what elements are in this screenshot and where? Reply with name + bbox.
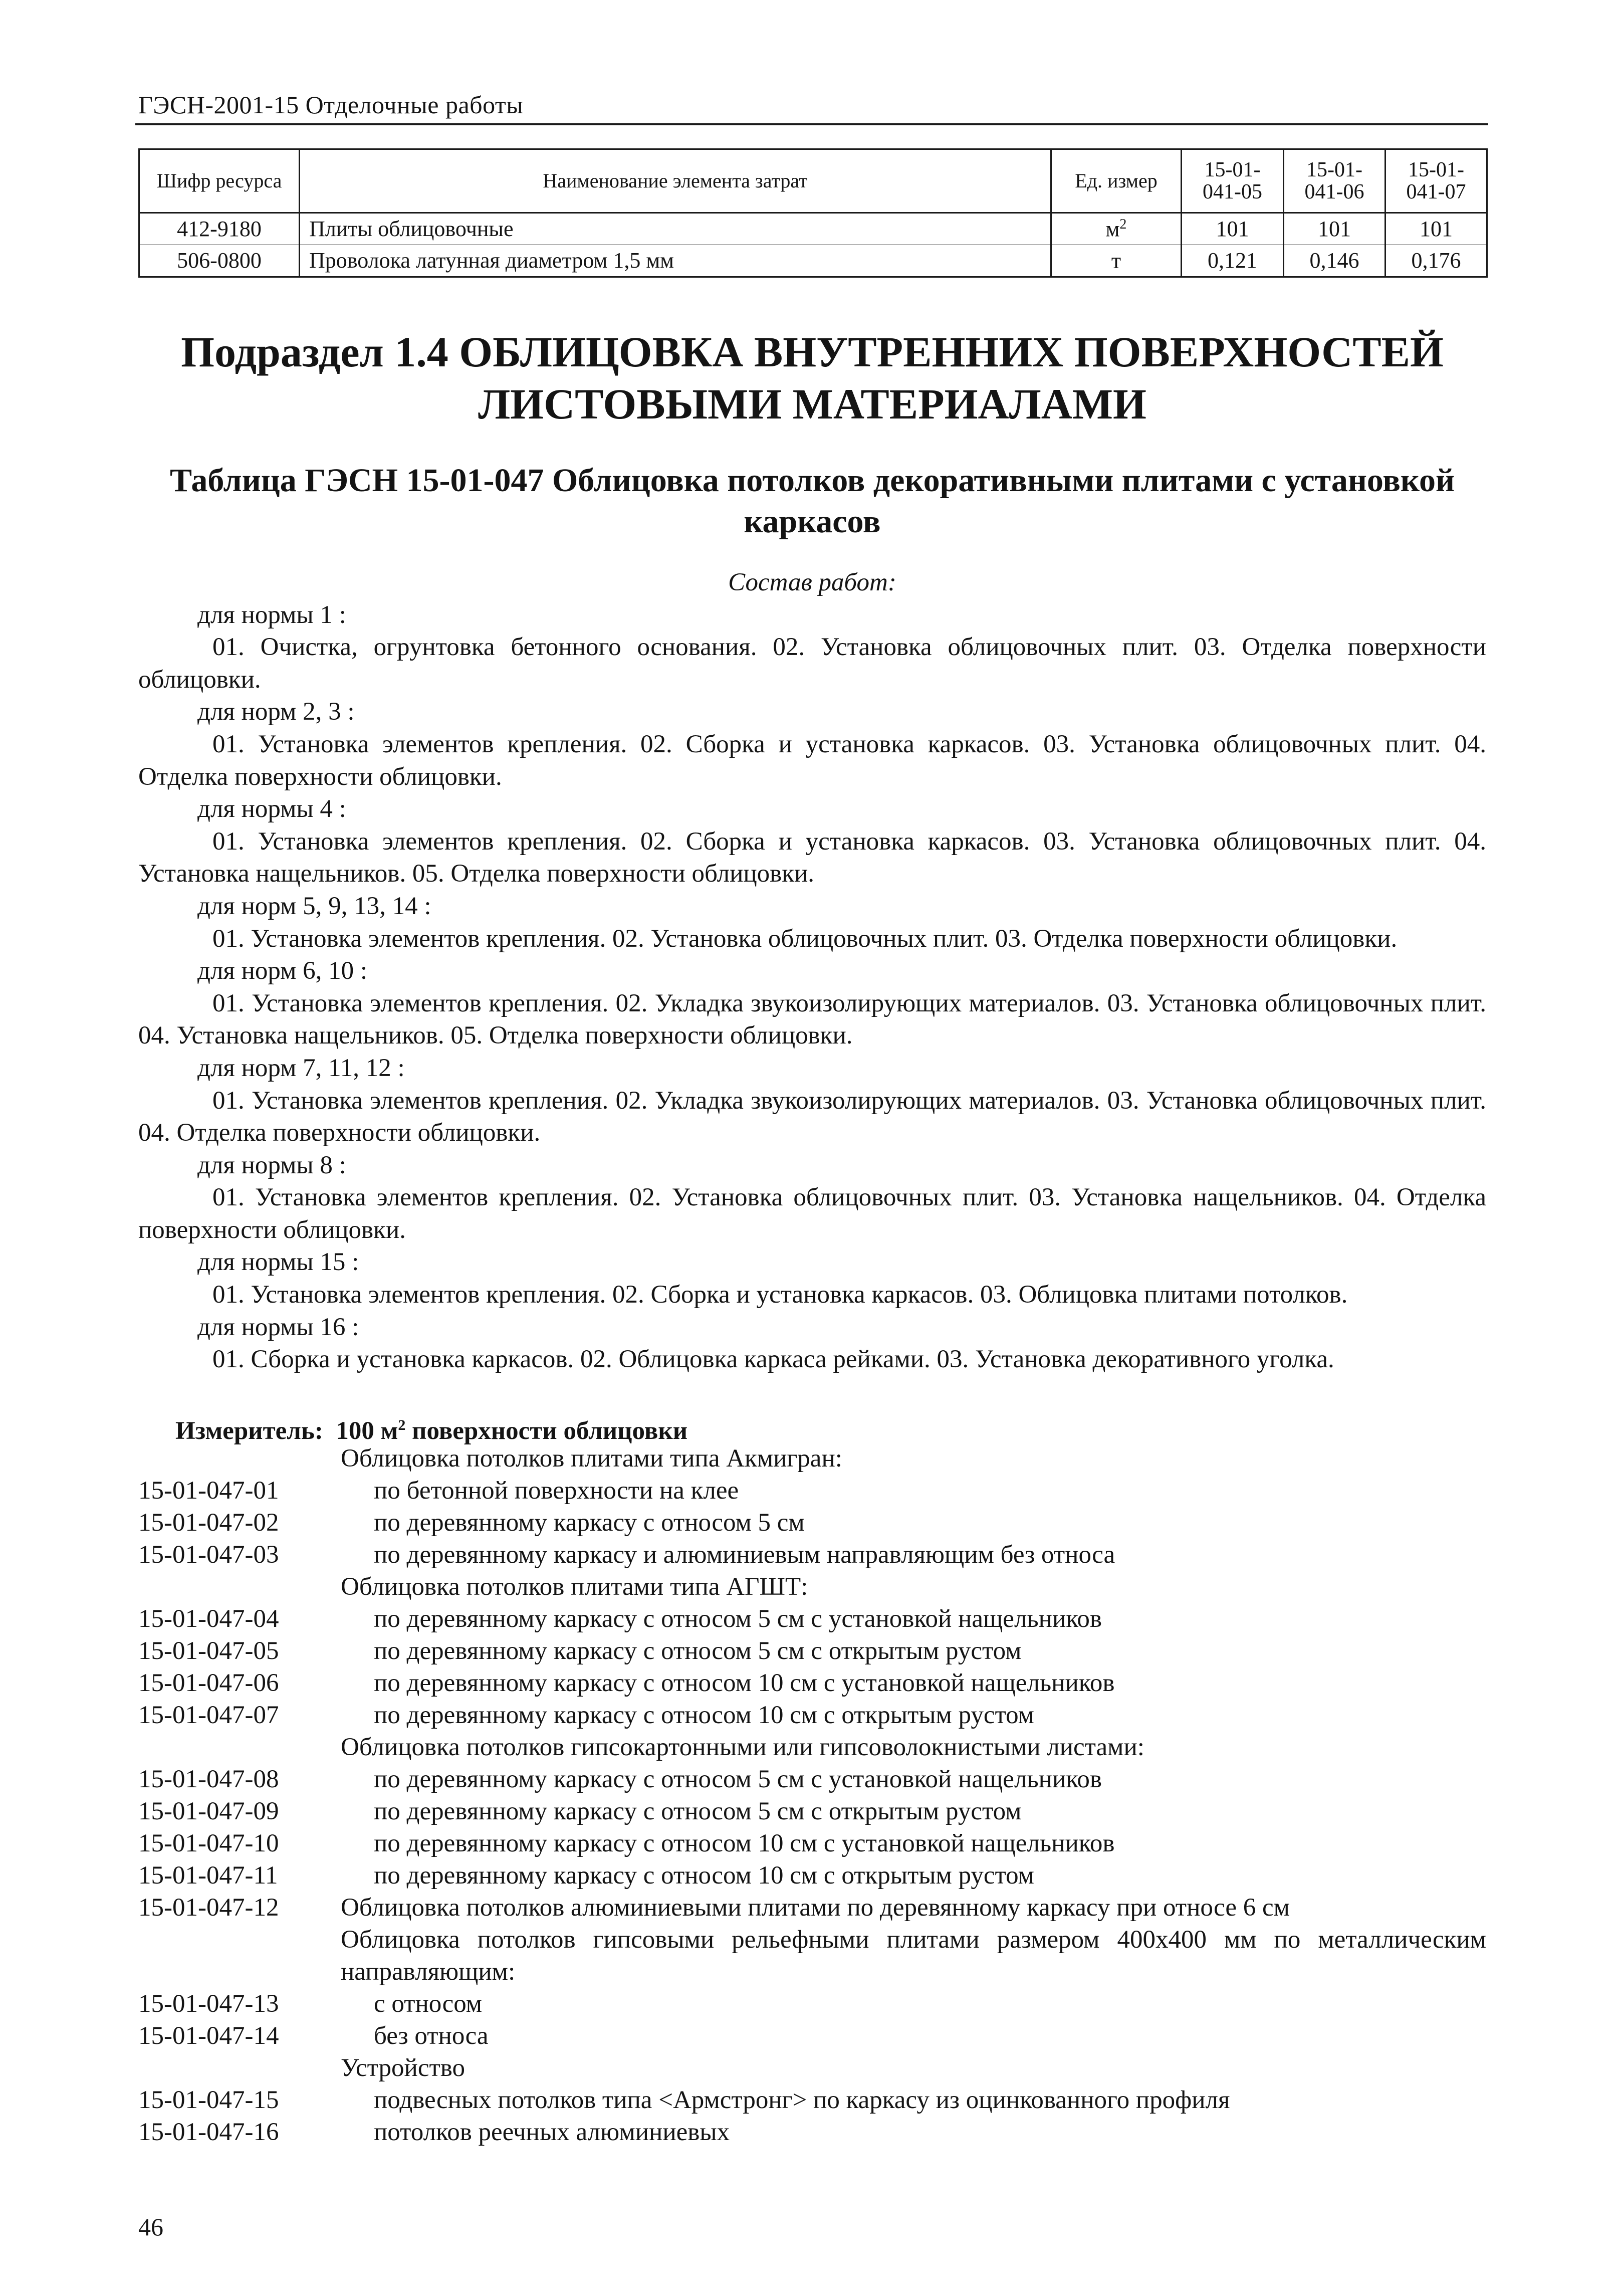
norm-scope-heading: для норм 7, 11, 12 : <box>197 1054 405 1082</box>
norm-text: подвесных потолков типа <Армстронг> по каркасу из оцинкованного профиля <box>374 2086 1230 2114</box>
norm-value: 0,176 <box>1385 245 1487 277</box>
list-item <box>138 1892 1486 1924</box>
table-row <box>139 213 1487 245</box>
norm-scope-heading: для нормы 15 : <box>197 1248 359 1277</box>
norm-code: 15-01-047-06 <box>138 1669 279 1697</box>
meter-tail: поверхности облицовки <box>405 1417 688 1445</box>
norm-code: 15-01-047-15 <box>138 2086 279 2114</box>
work-steps: 01. Очистка, огрунтовка бетонного основания. 02. Установка облицовочных плит. 03. Отделка поверхности облицовки. <box>138 633 1486 694</box>
list-item <box>138 1442 1486 1475</box>
norm-value: 101 <box>1182 213 1284 245</box>
header-rule <box>135 123 1488 125</box>
resource-table <box>138 148 1488 278</box>
unit-superscript: 2 <box>1119 217 1127 233</box>
composition-caption: Состав работ: <box>728 568 896 596</box>
norm-value: 0,146 <box>1284 245 1385 277</box>
list-item <box>138 2084 1486 2116</box>
norm-text: по деревянному каркасу с относом 5 см с установкой нащельников <box>374 1765 1102 1793</box>
norm-header-part: 041-06 <box>1304 180 1364 203</box>
norm-text: по деревянному каркасу с относом 5 см с открытым рустом <box>374 1637 1022 1665</box>
norm-text: по деревянному каркасу с относом 10 см с открытым рустом <box>374 1701 1034 1729</box>
list-item <box>138 2020 1486 2052</box>
norm-text: потолков реечных алюминиевых <box>374 2118 730 2146</box>
norm-value: 0,121 <box>1182 245 1284 277</box>
list-item <box>138 1699 1486 1731</box>
norm-text: по деревянному каркасу и алюминиевым направляющим без относа <box>374 1541 1115 1569</box>
norm-text: по деревянному каркасу с относом 10 см с установкой нащельников <box>374 1829 1115 1857</box>
section-title-line: ЛИСТОВЫМИ МАТЕРИАЛАМИ <box>478 380 1146 428</box>
norm-text: Облицовка потолков гипсокартонными или гипсоволокнистыми листами: <box>341 1733 1144 1761</box>
norm-code: 15-01-047-02 <box>138 1509 279 1537</box>
table-title-line: Таблица ГЭСН 15-01-047 Облицовка потолков декоративными плитами с установкой <box>169 462 1455 499</box>
work-steps: 01. Установка элементов крепления. 02. Сборка и установка каркасов. 03. Установка облицовочных плит. 04. Отделка поверхности облицовки. <box>138 730 1486 791</box>
norm-code: 15-01-047-09 <box>138 1797 279 1825</box>
norm-text: Облицовка потолков гипсовыми рельефными плитами размером 400x400 мм по металлическим направляющим: <box>341 1926 1486 1986</box>
composition-of-works <box>138 566 1486 1376</box>
list-item <box>138 1795 1486 1827</box>
column-header-code: Шифр ресурса <box>139 149 300 213</box>
list-item <box>138 1827 1486 1859</box>
meter-superscript: 2 <box>398 1417 406 1433</box>
list-item <box>138 2052 1486 2084</box>
table-title-line: каркасов <box>744 503 881 540</box>
work-steps: 01. Установка элементов крепления. 02. Укладка звукоизолирующих материалов. 03. Установка облицовочных плит. 04. Отделка поверхности облицовки. <box>138 1086 1486 1147</box>
resource-table-header-row <box>139 149 1487 213</box>
norm-scope-heading: для норм 2, 3 : <box>197 698 355 726</box>
list-item <box>138 1635 1486 1667</box>
list-item <box>138 1539 1486 1571</box>
norm-text: без относа <box>374 2022 489 2050</box>
norm-code: 15-01-047-13 <box>138 1990 279 2018</box>
norm-code: 15-01-047-16 <box>138 2118 279 2146</box>
meter-label: Измеритель: <box>175 1417 323 1445</box>
norm-text: по бетонной поверхности на клее <box>374 1477 739 1505</box>
norm-code <box>138 1442 341 1475</box>
work-steps: 01. Установка элементов крепления. 02. Установка облицовочных плит. 03. Отделка поверхности облицовки. <box>212 924 1398 953</box>
norm-scope-heading: для норм 5, 9, 13, 14 : <box>197 892 431 920</box>
norm-code <box>138 2052 341 2084</box>
column-header-name: Наименование элемента затрат <box>300 149 1051 213</box>
list-item <box>138 1475 1486 1507</box>
norm-header-part: 15-01- <box>1408 158 1464 181</box>
norm-code: 15-01-047-11 <box>138 1861 278 1890</box>
norm-text: по деревянному каркасу с относом 5 см с открытым рустом <box>374 1797 1022 1825</box>
work-steps: 01. Установка элементов крепления. 02. Установка облицовочных плит. 03. Установка нащельников. 04. Отделка поверхности облицовки. <box>138 1183 1486 1244</box>
column-header-unit: Ед. измер <box>1051 149 1182 213</box>
list-item <box>138 1667 1486 1699</box>
norm-code <box>138 1731 341 1763</box>
resource-name: Проволока латунная диаметром 1,5 мм <box>300 245 1051 277</box>
running-header: ГЭСН-2001-15 Отделочные работы <box>138 91 524 119</box>
column-header-norm <box>1284 149 1385 213</box>
work-steps: 01. Установка элементов крепления. 02. Укладка звукоизолирующих материалов. 03. Установка облицовочных плит. 04. Установка нащельников. 05. Отделка поверхности облицовки. <box>138 989 1486 1050</box>
norm-code <box>138 1571 341 1603</box>
norms-list <box>138 1442 1486 2148</box>
column-header-norm <box>1385 149 1487 213</box>
norm-header-part: 15-01- <box>1306 158 1362 181</box>
norm-text: по деревянному каркасу с относом 10 см с установкой нащельников <box>374 1669 1115 1697</box>
resource-unit <box>1051 213 1182 245</box>
norm-text: по деревянному каркасу с относом 10 см с открытым рустом <box>374 1861 1034 1890</box>
list-item <box>138 1603 1486 1635</box>
list-item <box>138 1507 1486 1539</box>
work-steps: 01. Установка элементов крепления. 02. Сборка и установка каркасов. 03. Облицовка плитами потолков. <box>212 1281 1348 1309</box>
work-steps: 01. Сборка и установка каркасов. 02. Облицовка каркаса рейками. 03. Установка декоративного уголка. <box>212 1345 1334 1374</box>
resource-code: 412-9180 <box>139 213 300 245</box>
norm-scope-heading: для нормы 16 : <box>197 1313 359 1341</box>
norm-header-part: 041-05 <box>1203 180 1262 203</box>
list-item <box>138 1731 1486 1763</box>
norm-scope-heading: для нормы 4 : <box>197 795 346 823</box>
resource-unit <box>1051 245 1182 277</box>
norm-text: с относом <box>374 1990 483 2018</box>
norm-code: 15-01-047-12 <box>138 1894 279 1922</box>
norm-code <box>138 1924 341 1988</box>
norm-text: по деревянному каркасу с относом 5 см <box>374 1509 805 1537</box>
table-title <box>138 460 1486 542</box>
norm-text: Облицовка потолков плитами типа АГШТ: <box>341 1573 808 1601</box>
norm-header-part: 15-01- <box>1204 158 1261 181</box>
norm-value: 101 <box>1284 213 1385 245</box>
norm-code: 15-01-047-04 <box>138 1605 279 1633</box>
unit-text: м <box>1105 217 1120 242</box>
list-item <box>138 1571 1486 1603</box>
norm-code: 15-01-047-03 <box>138 1541 279 1569</box>
norm-value: 101 <box>1385 213 1487 245</box>
table-row <box>139 245 1487 277</box>
norm-code: 15-01-047-05 <box>138 1637 279 1665</box>
section-title-line: Подраздел 1.4 ОБЛИЦОВКА ВНУТРЕННИХ ПОВЕРХНОСТЕЙ <box>181 328 1444 376</box>
unit-text: т <box>1111 248 1121 273</box>
norm-code: 15-01-047-01 <box>138 1477 279 1505</box>
list-item <box>138 1859 1486 1892</box>
norm-scope-heading: для нормы 8 : <box>197 1151 346 1179</box>
resource-name: Плиты облицовочные <box>300 213 1051 245</box>
list-item <box>138 1924 1486 1988</box>
work-steps: 01. Установка элементов крепления. 02. Сборка и установка каркасов. 03. Установка облицовочных плит. 04. Установка нащельников. 05. Отделка поверхности облицовки. <box>138 827 1486 888</box>
norm-code: 15-01-047-14 <box>138 2022 279 2050</box>
norm-text: по деревянному каркасу с относом 5 см с установкой нащельников <box>374 1605 1102 1633</box>
section-title <box>138 326 1486 430</box>
norm-scope-heading: для нормы 1 : <box>197 600 346 629</box>
page-number: 46 <box>138 2213 163 2241</box>
column-header-norm <box>1182 149 1284 213</box>
norm-code: 15-01-047-10 <box>138 1829 279 1857</box>
list-item <box>138 2116 1486 2148</box>
list-item <box>138 1763 1486 1795</box>
list-item <box>138 1988 1486 2020</box>
measurement-unit <box>175 1409 687 1447</box>
norm-code: 15-01-047-07 <box>138 1701 279 1729</box>
norm-text: Устройство <box>341 2054 465 2082</box>
norm-text: Облицовка потолков плитами типа Акмигран: <box>341 1444 842 1473</box>
resource-code: 506-0800 <box>139 245 300 277</box>
norm-text: Облицовка потолков алюминиевыми плитами по деревянному каркасу при относе 6 см <box>341 1894 1290 1922</box>
norm-scope-heading: для норм 6, 10 : <box>197 957 368 985</box>
norm-header-part: 041-07 <box>1406 180 1466 203</box>
norm-code: 15-01-047-08 <box>138 1765 279 1793</box>
meter-value: 100 м <box>336 1417 398 1445</box>
